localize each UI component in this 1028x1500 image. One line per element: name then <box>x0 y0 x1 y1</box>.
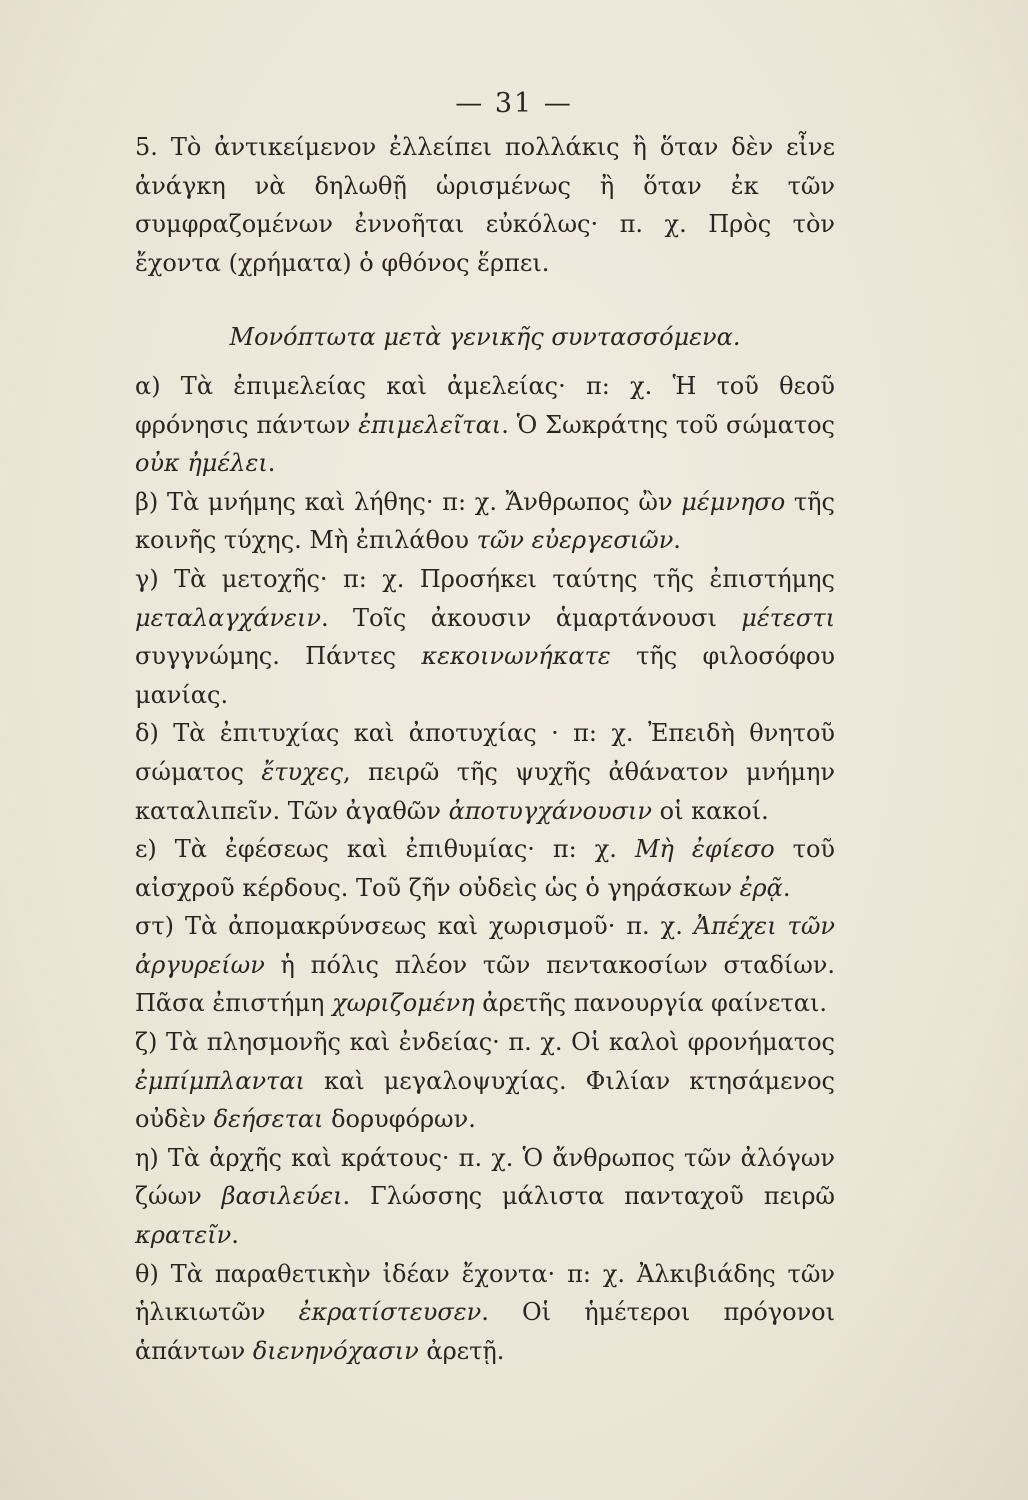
paragraph-5: 5. Τὸ ἀντικείμενον ἐλλείπει πολλάκις ἢ ὅταν δὲν εἶνε ἀνάγκη νὰ δηλωθῇ ὡρισμένως ἢ ὅταν ἐκ τῶν συμφραζομένων ἐννοῆται εὐκόλως· π. χ. Πρὸς τὸν ἔχοντα (χρήματα) ὁ φθόνος ἕρπει. <box>135 133 835 277</box>
example-verb: χωριζομένη <box>332 989 475 1018</box>
item-alpha <box>135 367 835 483</box>
text: . Τοῖς ἀκουσιν ἁμαρτάνουσι <box>320 603 742 632</box>
text: . <box>673 526 681 555</box>
example-verb: Μὴ ἐφίεσο <box>634 835 775 864</box>
text: καὶ μεγαλοψυχίας. Φιλίαν κτησάμενος οὐδὲν <box>135 1066 835 1134</box>
example-verb: δεήσεται <box>213 1105 324 1134</box>
text: ἀρετῇ. <box>418 1336 505 1365</box>
example-verb: τῶν εὐεργεσιῶν <box>476 526 674 555</box>
example-verb: ἔτυχες <box>261 757 343 786</box>
text: ε) Τὰ ἐφέσεως καὶ ἐπιθυμίας· π: χ. <box>135 835 635 864</box>
example-verb: ἐρᾷ <box>739 873 783 902</box>
example-verb: διενηνόχασιν <box>252 1336 419 1365</box>
item-zeta <box>135 1023 835 1139</box>
text: στ) Τὰ ἀπομακρύνσεως καὶ χωρισμοῦ· π. χ. <box>135 912 694 941</box>
item-gamma <box>135 560 835 714</box>
text: τοῦ αἰσχροῦ κέρδους. Τοῦ ζῆν οὐδεὶς ὡς ὁ γηράσκων <box>135 835 835 902</box>
text: δορυφόρων. <box>323 1105 476 1134</box>
text: δ) Τὰ ἐπιτυχίας καὶ ἀποτυχίας · π: χ. Ἐπειδὴ θνητοῦ σώματος <box>135 719 835 786</box>
text: τῆς κοινῆς τύχης. Μὴ ἐπιλάθου <box>135 487 835 555</box>
text: γ) Τὰ μετοχῆς· π: χ. Προσήκει ταύτης τῆς ἐπιστήμης <box>135 564 835 593</box>
text: ἡ πόλις πλέον τῶν πεντακοσίων σταδίων. Πᾶσα ἐπιστήμη <box>135 950 835 1018</box>
section-heading: Μονόπτωτα μετὰ γενικῆς συντασσόμενα. <box>229 323 741 352</box>
item-theta <box>135 1255 835 1371</box>
text: θ) Τὰ παραθετικὴν ἰδέαν ἔχοντα· π: χ. Ἀλκιβιάδης τῶν ἡλικιωτῶν <box>135 1259 835 1327</box>
example-verb: ἀποτυγχάνουσιν <box>448 796 652 825</box>
example-verb: ἐκρατίστευσεν <box>298 1298 482 1327</box>
example-verb: οὐκ ἠμέλει <box>135 449 268 478</box>
page-text <box>135 128 835 1370</box>
item-stigma <box>135 907 835 1023</box>
text: ζ) Τὰ πλησμονῆς καὶ ἐνδείας· π. χ. Οἱ καλοὶ φρονήματος <box>135 1028 835 1057</box>
text: β) Τὰ μνήμης καὶ λήθης· π: χ. Ἄνθρωπος ὢν <box>135 487 682 516</box>
text: . Γλώσσης μάλιστα πανταχοῦ πειρῶ <box>342 1182 836 1211</box>
example-verb: μέτεστι <box>741 603 835 632</box>
text: οἱ κακοί. <box>651 796 769 825</box>
page-number: — 31 — <box>455 88 573 119</box>
text: . <box>231 1221 239 1250</box>
example-verb: Ἀπέχει τῶν ἀργυρείων <box>135 912 835 979</box>
item-beta <box>135 483 835 560</box>
example-verb: κρατεῖν <box>135 1221 232 1250</box>
text: . Ὁ Σωκράτης τοῦ σώματος <box>501 410 835 439</box>
example-verb: μέμνησο <box>681 487 786 516</box>
example-verb: κεκοινωνήκατε <box>421 642 611 671</box>
text: α) Τὰ ἐπιμελείας καὶ ἀμελείας· π: χ. Ἡ τοῦ θεοῦ φρόνησις πάντων <box>135 371 835 439</box>
text: . <box>782 873 791 902</box>
item-epsilon <box>135 830 835 907</box>
text: ἀρετῆς πανουργία φαίνεται. <box>474 989 827 1018</box>
text: , πειρῶ τῆς ψυχῆς ἀθάνατον μνήμην καταλιπεῖν. Τῶν ἀγαθῶν <box>135 757 835 825</box>
text: τῆς φιλοσόφου μανίας. <box>135 642 835 709</box>
example-verb: ἐμπίμπλανται <box>135 1066 305 1095</box>
item-delta <box>135 714 835 830</box>
text: . Οἱ ἡμέτεροι πρόγονοι ἁπάντων <box>135 1298 836 1365</box>
text: συγγνώμης. Πάντες <box>135 642 422 671</box>
example-verb: ἐπιμελεῖται <box>358 410 502 439</box>
text: . <box>267 449 276 478</box>
example-verb: βασιλεύει <box>221 1182 343 1211</box>
example-verb: μεταλαγχάνειν <box>135 603 321 632</box>
text: η) Τὰ ἀρχῆς καὶ κράτους· π. χ. Ὁ ἄνθρωπος τῶν ἀλόγων ζώων <box>135 1143 835 1211</box>
item-eta <box>135 1139 835 1255</box>
